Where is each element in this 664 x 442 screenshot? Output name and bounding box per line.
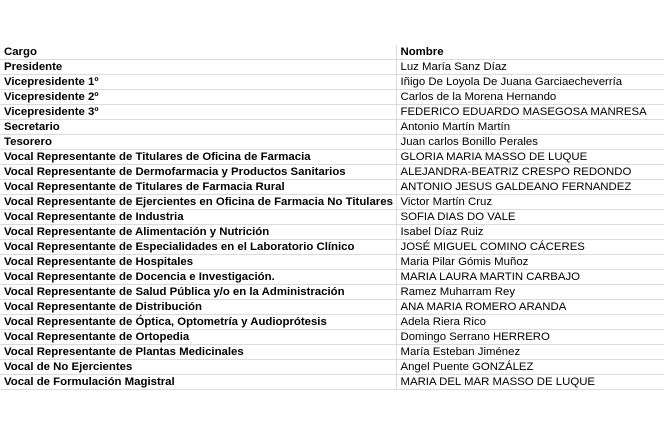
cell-cargo[interactable]: Vicepresidente 2º <box>0 90 396 105</box>
cell-cargo[interactable]: Vocal Representante de Óptica, Optometría y Audioprótesis <box>0 315 396 330</box>
cell-nombre[interactable]: Luz María Sanz Díaz <box>396 60 664 75</box>
cell-cargo[interactable]: Vocal de No Ejercientes <box>0 360 396 375</box>
header-cargo[interactable]: Cargo <box>0 45 396 60</box>
cell-nombre[interactable]: Iñigo De Loyola De Juana Garciaecheverría <box>396 75 664 90</box>
cell-cargo[interactable]: Vocal Representante de Hospitales <box>0 255 396 270</box>
table-row <box>0 60 664 75</box>
table-row <box>0 285 664 300</box>
table-body <box>0 45 664 390</box>
cell-nombre[interactable]: Victor Martín Cruz <box>396 195 664 210</box>
cell-nombre[interactable]: María Esteban Jiménez <box>396 345 664 360</box>
cell-cargo[interactable]: Vocal Representante de Industria <box>0 210 396 225</box>
table-row <box>0 330 664 345</box>
cell-cargo[interactable]: Vicepresidente 1º <box>0 75 396 90</box>
cell-nombre[interactable]: Domingo Serrano HERRERO <box>396 330 664 345</box>
table-row <box>0 120 664 135</box>
cell-nombre[interactable]: Ramez Muharram Rey <box>396 285 664 300</box>
cell-nombre[interactable]: Carlos de la Morena Hernando <box>396 90 664 105</box>
cell-cargo[interactable]: Vocal Representante de Salud Pública y/o en la Administración <box>0 285 396 300</box>
table-row <box>0 375 664 390</box>
cell-nombre[interactable]: Maria Pilar Gómis Muñoz <box>396 255 664 270</box>
table-row <box>0 255 664 270</box>
cell-cargo[interactable]: Secretario <box>0 120 396 135</box>
table-row <box>0 300 664 315</box>
table-row <box>0 105 664 120</box>
cell-cargo[interactable]: Vocal Representante de Ejercientes en Oficina de Farmacia No Titulares <box>0 195 396 210</box>
table-row <box>0 225 664 240</box>
table-row <box>0 90 664 105</box>
table-row <box>0 240 664 255</box>
cell-cargo[interactable]: Vocal Representante de Titulares de Farmacia Rural <box>0 180 396 195</box>
cell-nombre[interactable]: Antonio Martín Martín <box>396 120 664 135</box>
table-row <box>0 270 664 285</box>
table-row <box>0 165 664 180</box>
cell-cargo[interactable]: Presidente <box>0 60 396 75</box>
spreadsheet <box>0 45 664 390</box>
cell-cargo[interactable]: Vocal Representante de Ortopedia <box>0 330 396 345</box>
cell-nombre[interactable]: MARIA DEL MAR MASSO DE LUQUE <box>396 375 664 390</box>
table-row <box>0 135 664 150</box>
cell-cargo[interactable]: Vocal Representante de Especialidades en el Laboratorio Clínico <box>0 240 396 255</box>
table-row <box>0 150 664 165</box>
cell-cargo[interactable]: Vocal Representante de Alimentación y Nutrición <box>0 225 396 240</box>
cell-cargo[interactable]: Tesorero <box>0 135 396 150</box>
table-header-row <box>0 45 664 60</box>
cell-nombre[interactable]: MARIA LAURA MARTIN CARBAJO <box>396 270 664 285</box>
cell-nombre[interactable]: SOFIA DIAS DO VALE <box>396 210 664 225</box>
cell-cargo[interactable]: Vocal Representante de Docencia e Investigación. <box>0 270 396 285</box>
table-row <box>0 210 664 225</box>
cell-cargo[interactable]: Vocal de Formulación Magistral <box>0 375 396 390</box>
board-members-table <box>0 45 664 390</box>
cell-nombre[interactable]: Juan carlos Bonillo Perales <box>396 135 664 150</box>
cell-nombre[interactable]: Adela Riera Rico <box>396 315 664 330</box>
header-nombre[interactable]: Nombre <box>396 45 664 60</box>
cell-nombre[interactable]: Angel Puente GONZÁLEZ <box>396 360 664 375</box>
table-row <box>0 345 664 360</box>
cell-nombre[interactable]: GLORIA MARIA MASSO DE LUQUE <box>396 150 664 165</box>
table-row <box>0 180 664 195</box>
cell-cargo[interactable]: Vocal Representante de Titulares de Oficina de Farmacia <box>0 150 396 165</box>
cell-nombre[interactable]: FEDERICO EDUARDO MASEGOSA MANRESA <box>396 105 664 120</box>
cell-nombre[interactable]: ALEJANDRA-BEATRIZ CRESPO REDONDO <box>396 165 664 180</box>
cell-cargo[interactable]: Vocal Representante de Plantas Medicinales <box>0 345 396 360</box>
cell-nombre[interactable]: ANTONIO JESUS GALDEANO FERNANDEZ <box>396 180 664 195</box>
cell-nombre[interactable]: JOSÉ MIGUEL COMINO CÁCERES <box>396 240 664 255</box>
cell-nombre[interactable]: Isabel Díaz Ruiz <box>396 225 664 240</box>
table-row <box>0 360 664 375</box>
cell-cargo[interactable]: Vocal Representante de Distribución <box>0 300 396 315</box>
table-row <box>0 315 664 330</box>
cell-cargo[interactable]: Vicepresidente 3º <box>0 105 396 120</box>
cell-cargo[interactable]: Vocal Representante de Dermofarmacia y Productos Sanitarios <box>0 165 396 180</box>
cell-nombre[interactable]: ANA MARIA ROMERO ARANDA <box>396 300 664 315</box>
table-row <box>0 195 664 210</box>
table-row <box>0 75 664 90</box>
